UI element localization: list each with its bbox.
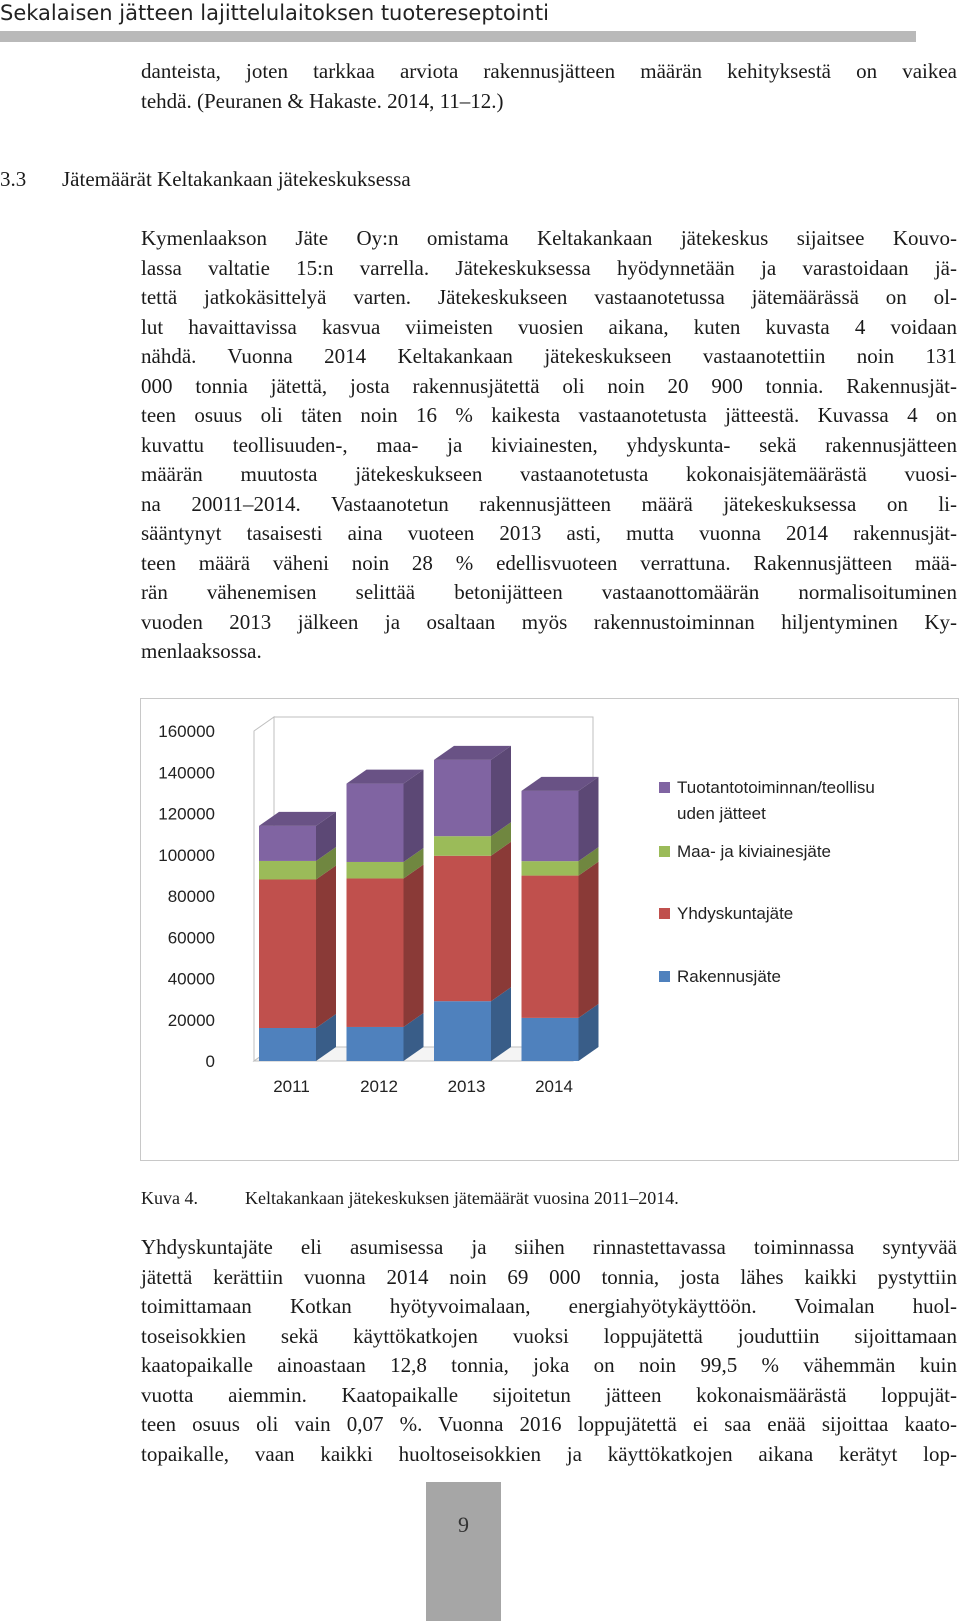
bar-segment [434,856,491,1001]
x-tick-label: 2011 [273,1077,310,1096]
legend-label: Rakennusjäte [677,967,781,986]
y-tick-label: 0 [205,1052,215,1071]
bar-segment [434,1001,491,1061]
legend-swatch [659,908,670,919]
text-line: teen osuus oli täten noin 16 % kaikesta vastaanotetusta jätteestä. Kuvassa 4 on [141,403,957,427]
legend-swatch [659,971,670,982]
bar-segment [259,1028,316,1061]
legend-label: Yhdyskuntajäte [677,904,794,923]
bar-segment [347,1027,404,1061]
header-rule [0,31,916,42]
section-number: 3.3 [0,167,27,191]
text-line: lassa valtatie 15:n varrella. Jätekeskuksessa hyödynnetään ja varastoidaan jä- [141,255,957,280]
x-tick-label: 2012 [360,1077,398,1096]
bar-segment [522,861,579,875]
bar-segment-side [404,864,424,1027]
section-heading [0,167,411,192]
text-line: vuoden 2013 jälkeen ja osaltaan myös rakennustoiminnan hiljentyminen Ky- [141,609,957,634]
text-line: menlaaksossa. [141,639,262,663]
caption-label: Kuva 4. [141,1188,198,1208]
bar-segment-side [579,777,599,861]
stacked-bar-chart [141,699,958,1160]
bar-segment-side [491,842,511,1001]
running-header: Sekalaisen jätteen lajittelulaitoksen tuotereseptointi [0,1,549,25]
text-line: tettä jatkokäsittelyä varten. Jätekeskukseen vastaanotetussa jätemäärässä on ol- [141,285,957,309]
text-line: topaikalle, vaan kaikki huoltoseisokkien ja käyttökatkojen aikana kerätyt lop- [141,1441,957,1466]
bar-segment [259,861,316,880]
bar-segment-side [579,862,599,1018]
bar-segment-side [316,866,336,1029]
paragraph-main [141,224,957,667]
y-tick-label: 120000 [158,804,215,824]
text-line: na 20011–2014. Vastaanotetun rakennusjätteen määrä jätekeskuksessa on li- [141,491,957,516]
x-tick-label: 2014 [535,1077,573,1096]
section-title: Jätemäärät Keltakankaan jätekeskuksessa [62,167,411,191]
bar-segment [347,784,404,862]
y-tick-label: 80000 [167,887,215,906]
y-tick-label: 60000 [167,928,215,948]
bar-segment [259,826,316,861]
bar-segment [522,876,579,1018]
page-number-box [426,1482,501,1621]
legend-label: Tuotantotoiminnan/teollisu [677,778,875,797]
paragraph-intro [141,57,957,116]
chart-frame [140,698,959,1161]
y-tick-label: 140000 [158,763,215,783]
text-line: sääntynyt tasaisesti aina vuoteen 2013 asti, mutta vuonna 2014 rakennusjät- [141,521,957,545]
text-line: lut havaittavissa kasvua viimeisten vuosien aikana, kuten kuvasta 4 voidaan [141,314,957,339]
y-tick-label: 160000 [158,722,215,741]
bar-segment-side [404,770,424,862]
text-line: teen osuus oli vain 0,07 %. Vuonna 2016 loppujätettä ei saa enää sijoittaa kaato- [141,1412,957,1436]
bar-segment [259,880,316,1029]
text-line: kuvattu teollisuuden-, maa- ja kiviainesten, yhdyskunta- sekä rakennusjätteen [141,432,957,457]
text-line: kaatopaikalle ainoastaan 12,8 tonnia, joka on noin 99,5 % vähemmän kuin [141,1353,957,1377]
bar-segment [434,836,491,856]
y-tick-label: 100000 [158,845,215,865]
page-number: 9 [458,1512,469,1537]
bar-segment-side [491,746,511,836]
text-line: Yhdyskuntajäte eli asumisessa ja siihen rinnastettavassa toiminnassa syntyvää [141,1235,957,1259]
text-line: 000 tonnia jätettä, josta rakennusjätettä oli noin 20 900 tonnia. Rakennusjät- [141,373,957,398]
text-line: danteista, joten tarkkaa arviota rakennusjätteen määrän kehityksestä on vaikea [141,59,957,83]
text-line: jätettä kerättiin vuonna 2014 noin 69 000 tonnia, josta lähes kaikki pystyttiin [141,1264,957,1289]
bar-segment [522,1018,579,1061]
text-line: toimittamaan Kotkan hyötyvoimalaan, energiahyötykäyttöön. Voimalan huol- [141,1294,957,1318]
legend-label: uden jätteet [677,804,766,823]
y-tick-label: 20000 [167,1010,215,1030]
text-line: toseisokkien sekä käyttökatkojen vuoksi loppujätettä jouduttiin sijoittamaan [141,1323,957,1348]
bar-segment [434,760,491,836]
figure-caption [141,1188,679,1209]
text-line: vuotta aiemmin. Kaatopaikalle sijoitetun jätteen kokonaismäärästä loppujät- [141,1382,957,1407]
bar-segment [347,878,404,1027]
text-line: teen määrä väheni noin 28 % edellisvuoteen verrattuna. Rakennusjätteen mää- [141,550,957,575]
text-line: rän vähenemisen selittää betonijätteen vastaanottomäärän normalisoituminen [141,580,957,604]
bar-segment [347,862,404,879]
legend-swatch [659,782,670,793]
text-line: määrän muutosta jätekeskukseen vastaanotetusta kokonaisjätemäärästä vuosi- [141,462,957,486]
caption-text: Keltakankaan jätekeskuksen jätemäärät vuosina 2011–2014. [245,1188,679,1208]
text-line: Kymenlaakson Jäte Oy:n omistama Keltakankaan jätekeskus sijaitsee Kouvo- [141,226,957,250]
paragraph-final [141,1233,957,1469]
legend-swatch [659,846,670,857]
bar-segment [522,791,579,861]
text-line: tehdä. (Peuranen & Hakaste. 2014, 11–12.) [141,88,504,113]
text-line: nähdä. Vuonna 2014 Keltakankaan jätekeskukseen vastaanotettiin noin 131 [141,344,957,368]
legend-label: Maa- ja kiviainesjäte [677,842,832,861]
y-tick-label: 40000 [167,969,215,989]
x-tick-label: 2013 [447,1077,486,1096]
